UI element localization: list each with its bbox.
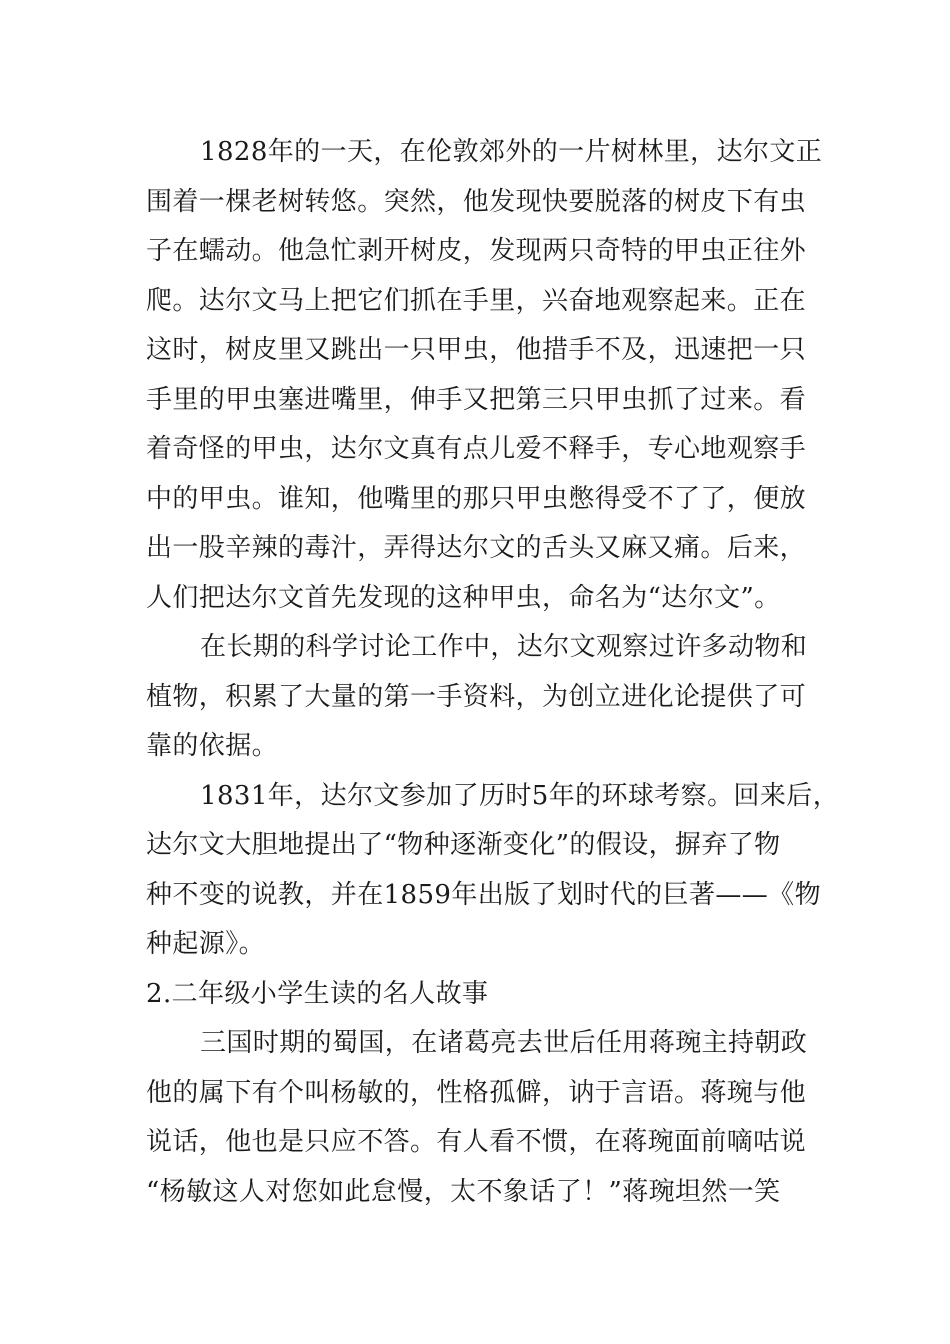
paragraph-line: 这时，树皮里又跳出一只甲虫，他措手不及，迅速把一只 bbox=[146, 335, 807, 365]
document-body bbox=[146, 128, 840, 1217]
paragraph-line: 在长期的科学讨论工作中，达尔文观察过许多动物和 bbox=[200, 632, 808, 662]
paragraph-line: 子在蠕动。他急忙剥开树皮，发现两只奇特的甲虫正往外 bbox=[146, 236, 807, 266]
paragraph-line: 种不变的说教，并在1859年出版了划时代的巨著——《物 bbox=[146, 879, 821, 910]
paragraph-line: 围着一棵老树转悠。突然，他发现快要脱落的树皮下有虫 bbox=[146, 186, 807, 217]
section-heading: 2.二年级小学生读的名人故事 bbox=[146, 978, 489, 1009]
paragraph-line: 人们把达尔文首先发现的这种甲虫，命名为“达尔文”。 bbox=[146, 582, 781, 613]
paragraph-line: 三国时期的蜀国，在诸葛亮去世后任用蒋琬主持朝政 bbox=[200, 1028, 808, 1058]
paragraph-line: 植物，积累了大量的第一手资料，为创立进化论提供了可 bbox=[146, 681, 807, 712]
paragraph-line: 达尔文大胆地提出了“物种逐渐变化”的假设，摒弃了物 bbox=[146, 830, 781, 860]
paragraph-line: 种起源》。 bbox=[146, 929, 266, 959]
paragraph-line: 1831年，达尔文参加了历时5年的环球考察。回来后， bbox=[200, 780, 840, 811]
paragraph-line: 着奇怪的甲虫，达尔文真有点儿爱不释手，专心地观察手 bbox=[146, 434, 807, 464]
paragraph-line: “杨敏这人对您如此怠慢，太不象话了！”蒋琬坦然一笑 bbox=[146, 1176, 781, 1207]
paragraph-line: 靠的依据。 bbox=[146, 731, 279, 761]
paragraph-line: 爬。达尔文马上把它们抓在手里，兴奋地观察起来。正在 bbox=[146, 285, 807, 316]
paragraph-line: 他的属下有个叫杨敏的，性格孤僻，讷于言语。蒋琬与他 bbox=[146, 1077, 807, 1108]
paragraph-line: 手里的甲虫塞进嘴里，伸手又把第三只甲虫抓了过来。看 bbox=[146, 384, 807, 415]
paragraph-line: 说话，他也是只应不答。有人看不惯，在蒋琬面前嘀咕说 bbox=[146, 1127, 807, 1157]
paragraph-line: 1828年的一天，在伦敦郊外的一片树林里，达尔文正 bbox=[200, 137, 823, 167]
paragraph-line: 出一股辛辣的毒汁，弄得达尔文的舌头又麻又痛。后来， bbox=[146, 533, 807, 563]
paragraph-line: 中的甲虫。谁知，他嘴里的那只甲虫憋得受不了了，便放 bbox=[146, 483, 807, 514]
